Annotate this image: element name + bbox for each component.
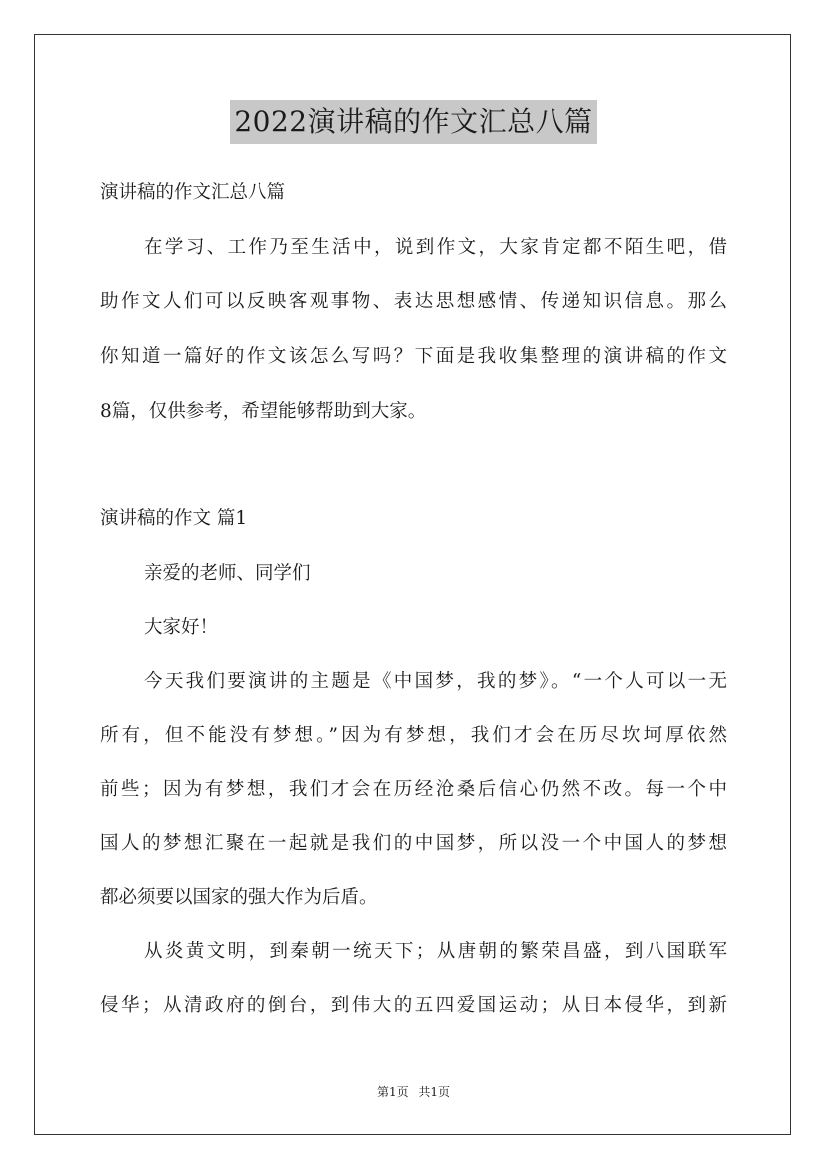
document-title [0,100,827,144]
section-heading: 演讲稿的作文 篇1 [100,508,248,529]
greeting-line: 亲爱的老师、同学们 [144,563,311,584]
paragraph-line: 都必须要以国家的强大作为后盾。 [100,887,378,908]
intro-line: 助作文人们可以反映客观事物、表达思想感情、传递知识信息。那么 [100,291,727,312]
document-title-text: 2022演讲稿的作文汇总八篇 [230,100,596,144]
intro-line: 你知道一篇好的作文该怎么写吗？下面是我收集整理的演讲稿的作文 [100,346,727,367]
paragraph-line: 今天我们要演讲的主题是《中国梦，我的梦》。“一个人可以一无 [144,671,727,692]
paragraph-line: 前些；因为有梦想，我们才会在历经沧桑后信心仍然不改。每一个中 [100,779,727,800]
paragraph-line: 侵华；从清政府的倒台，到伟大的五四爱国运动；从日本侵华，到新 [100,995,727,1016]
paragraph-line: 国人的梦想汇聚在一起就是我们的中国梦，所以没一个中国人的梦想 [100,833,727,854]
page-number-total: 共1页 [418,1085,451,1099]
intro-line: 8篇，仅供参考，希望能够帮助到大家。 [100,401,427,422]
page-footer [0,1083,827,1100]
greeting-line: 大家好！ [144,617,219,638]
document-subtitle: 演讲稿的作文汇总八篇 [100,182,286,203]
intro-line: 在学习、工作乃至生活中，说到作文，大家肯定都不陌生吧，借 [144,237,727,258]
paragraph-line: 所有，但不能没有梦想。”因为有梦想，我们才会在历尽坎坷厚依然 [100,725,727,746]
paragraph-line: 从炎黄文明，到秦朝一统天下；从唐朝的繁荣昌盛，到八国联军 [144,941,727,962]
page-number-current: 第1页 [376,1085,409,1099]
